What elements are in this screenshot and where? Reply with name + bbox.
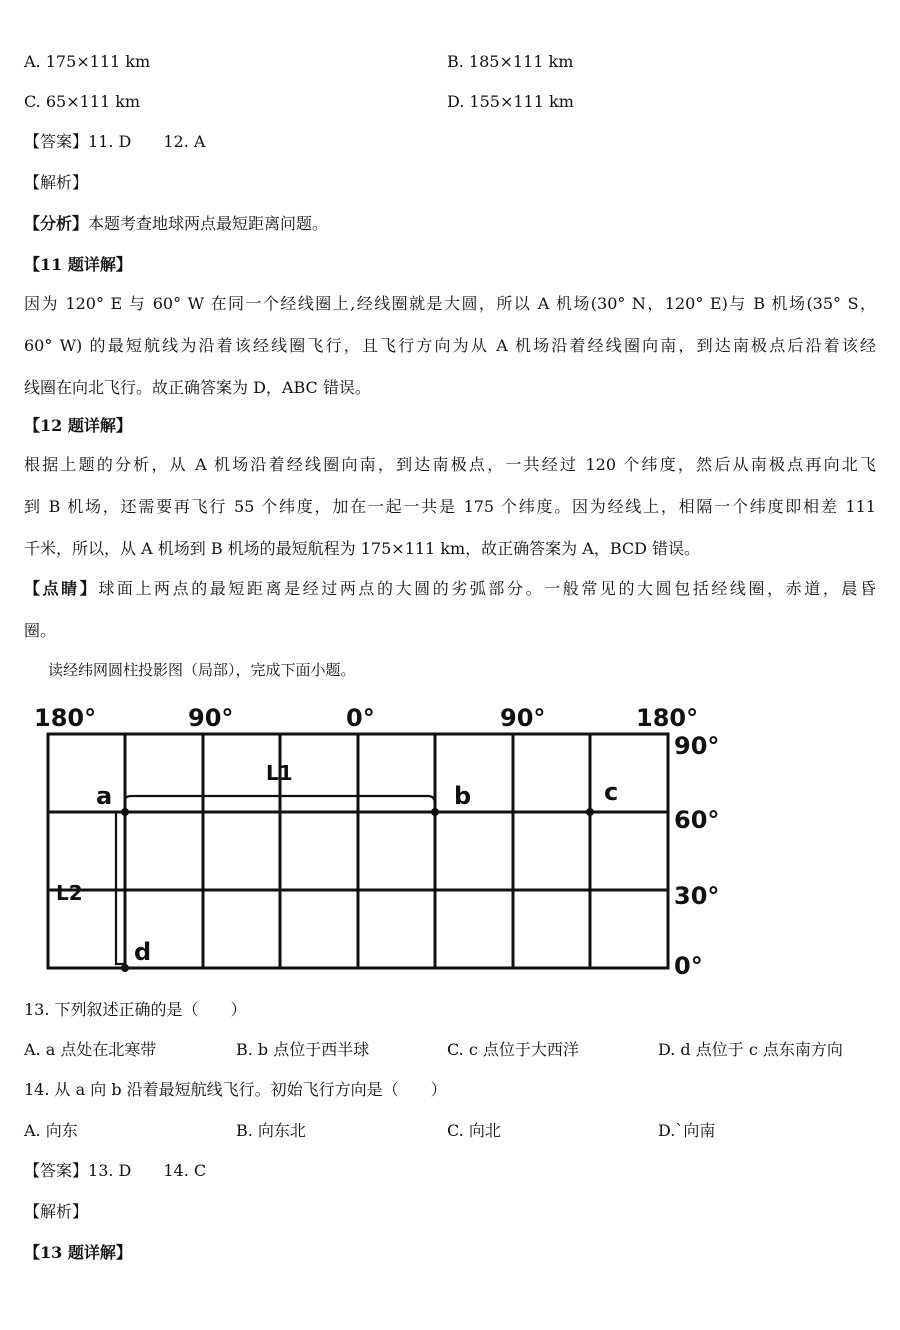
q14-option-c: C. 向北 xyxy=(447,1121,501,1140)
point-d-dot xyxy=(121,964,129,972)
q13-option-d: D. d 点位于 c 点东南方向 xyxy=(658,1040,843,1059)
option-b: B. 185×111 km xyxy=(447,52,574,71)
q12-detail-title: 【12 题详解】 xyxy=(24,416,132,435)
answer-line-2 xyxy=(24,1161,206,1181)
q13-option-b: B. b 点位于西半球 xyxy=(236,1040,370,1059)
lon-label-0: 180° xyxy=(34,704,97,732)
q12-line-2: 到 B 机场，还需要再飞行 55 个纬度，加在一起一共是 175 个纬度。因为经线上，相隔一个纬度即相差 111 xyxy=(24,497,876,516)
q11-line-2: 60° W) 的最短航线为沿着该经线圈飞行，且飞行方向为从 A 机场沿着经线圈向南，到达南极点后沿着该经 xyxy=(24,336,876,355)
q12-line-1: 根据上题的分析，从 A 机场沿着经线圈向南，到达南极点，一共经过 120 个纬度，然后从南极点再向北飞 xyxy=(24,455,876,474)
map-grid xyxy=(48,734,668,968)
answer-line-1 xyxy=(24,132,205,152)
q14-option-a: A. 向东 xyxy=(24,1121,78,1140)
q12-detail-body xyxy=(24,444,876,570)
point-a-dot xyxy=(121,808,129,816)
lon-label-2: 0° xyxy=(346,704,375,732)
lat-label-30: 30° xyxy=(674,882,720,910)
answer-text: 11. D 12. A xyxy=(88,132,206,151)
option-a: A. 175×111 km xyxy=(24,52,151,71)
q11-detail-body xyxy=(24,283,876,409)
dianjing-body xyxy=(24,568,876,652)
q14-option-d: D.`向南 xyxy=(658,1121,716,1140)
q13-option-c: C. c 点位于大西洋 xyxy=(447,1040,579,1059)
point-a-label: a xyxy=(96,782,113,810)
fenxi-label: 【分析】 xyxy=(24,214,89,233)
point-c-dot xyxy=(586,808,594,816)
q11-line-1: 因为 120° E 与 60° W 在同一个经线圈上,经线圈就是大圆，所以 A 机场(30° N，120° E)与 B 机场(35° S， xyxy=(24,294,876,313)
analysis-label: 【解析】 xyxy=(24,173,89,192)
dianjing-label: 【点睛】 xyxy=(24,579,99,598)
answer2-text: 13. D 14. C xyxy=(88,1161,207,1180)
q13-stem: 13. 下列叙述正确的是（ ） xyxy=(24,1000,247,1019)
analysis2-label: 【解析】 xyxy=(24,1202,89,1221)
dianjing-line-2: 圈。 xyxy=(24,621,57,640)
lat-label-0: 0° xyxy=(674,952,703,980)
option-c: C. 65×111 km xyxy=(24,92,141,111)
q13-option-a: A. a 点处在北寒带 xyxy=(24,1040,157,1059)
answer-label: 【答案】 xyxy=(24,132,89,151)
option-d: D. 155×111 km xyxy=(447,92,574,111)
q11-line-3: 线圈在向北飞行。故正确答案为 D，ABC 错误。 xyxy=(24,378,371,397)
point-b-label: b xyxy=(454,782,472,810)
point-b-dot xyxy=(431,808,439,816)
answer2-label: 【答案】 xyxy=(24,1161,89,1180)
graticule-map xyxy=(24,688,744,983)
dianjing-line-1: 球面上两点的最短距离是经过两点的大圆的劣弧部分。一般常见的大圆包括经线圈，赤道，晨昏 xyxy=(98,579,876,598)
q12-line-3: 千米，所以，从 A 机场到 B 机场的最短航程为 175×111 km，故正确答案为 A，BCD 错误。 xyxy=(24,539,701,558)
fenxi-line xyxy=(24,214,328,234)
lat-label-60: 60° xyxy=(674,806,720,834)
lon-label-4: 180° xyxy=(636,704,699,732)
lon-label-3: 90° xyxy=(500,704,546,732)
q14-option-b: B. 向东北 xyxy=(236,1121,306,1140)
q11-detail-title: 【11 题详解】 xyxy=(24,255,132,274)
map-intro: 读经纬网圆柱投影图（局部），完成下面小题。 xyxy=(48,661,356,679)
lat-label-90: 90° xyxy=(674,732,720,760)
q13-detail-title: 【13 题详解】 xyxy=(24,1243,132,1262)
point-d-label: d xyxy=(134,938,152,966)
point-c-label: c xyxy=(604,778,619,806)
fenxi-text: 本题考查地球两点最短距离问题。 xyxy=(88,214,329,233)
q14-stem: 14. 从 a 向 b 沿着最短航线飞行。初始飞行方向是（ ） xyxy=(24,1080,447,1099)
route-l1-label: L1 xyxy=(266,761,293,785)
route-l2-label: L2 xyxy=(56,881,83,905)
lon-label-1: 90° xyxy=(188,704,234,732)
